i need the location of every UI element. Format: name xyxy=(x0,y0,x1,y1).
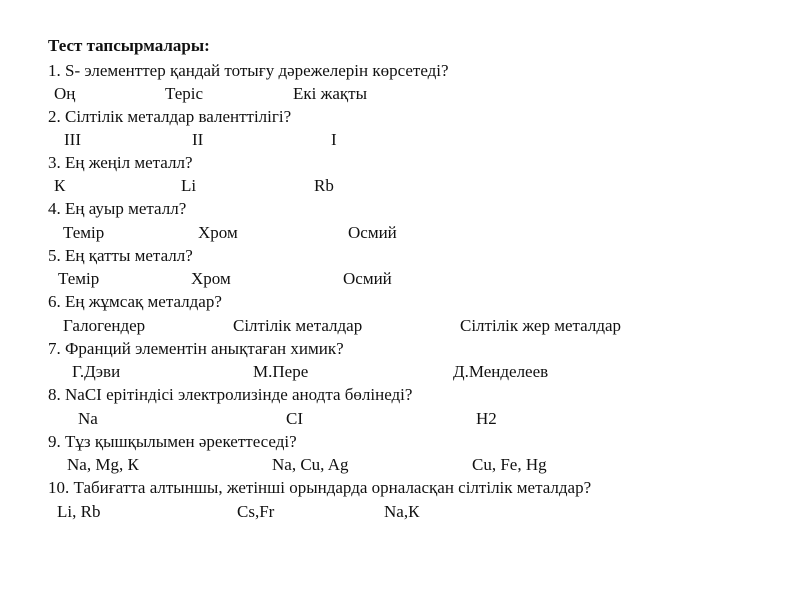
question-6-option-1: Галогендер xyxy=(63,316,146,335)
question-2-text: 2. Сілтілік металдар валенттілігі? xyxy=(48,107,292,126)
question-10-option-3: Na,К xyxy=(384,502,420,521)
question-3-option-2: Li xyxy=(181,176,197,195)
question-6-option-3: Сілтілік жер металдар xyxy=(460,316,622,335)
question-9-option-3: Cu, Fe, Hg xyxy=(472,455,547,474)
question-1-option-2: Теріс xyxy=(165,84,204,103)
question-4-option-1: Темір xyxy=(63,223,105,242)
question-3-text: 3. Ең жеңіл металл? xyxy=(48,153,193,172)
question-7-text: 7. Франций элементін анықтаған химик? xyxy=(48,339,344,358)
question-4-text: 4. Ең ауыр металл? xyxy=(48,199,187,218)
question-3-option-3: Rb xyxy=(314,176,334,195)
question-4-option-2: Хром xyxy=(198,223,238,242)
question-9-option-2: Na, Cu, Ag xyxy=(272,455,349,474)
question-8-option-1: Na xyxy=(78,409,98,428)
question-2-option-1: III xyxy=(64,130,81,149)
question-7-option-3: Д.Менделеев xyxy=(453,362,549,381)
question-5-option-1: Темір xyxy=(58,269,100,288)
question-7-option-2: М.Пере xyxy=(253,362,309,381)
question-3-option-1: К xyxy=(54,176,66,195)
question-6-option-2: Сілтілік металдар xyxy=(233,316,363,335)
question-5-option-3: Осмий xyxy=(343,269,392,288)
question-2-option-3: I xyxy=(331,130,337,149)
question-2-option-2: II xyxy=(192,130,204,149)
question-5-option-2: Хром xyxy=(191,269,231,288)
question-10-option-2: Cs,Fr xyxy=(237,502,275,521)
question-8-option-2: CI xyxy=(286,409,303,428)
question-10-text: 10. Табиғатта алтыншы, жетінші орындарда орналасқан сілтілік металдар? xyxy=(48,478,592,497)
question-1-option-1: Оң xyxy=(54,84,76,103)
question-8-option-3: H2 xyxy=(476,409,497,428)
question-7-option-1: Г.Дэви xyxy=(72,362,121,381)
question-6-text: 6. Ең жұмсақ металдар? xyxy=(48,292,222,311)
question-9-text: 9. Тұз қышқылымен әрекеттеседі? xyxy=(48,432,297,451)
question-9-option-1: Na, Mg, К xyxy=(67,455,139,474)
question-1-option-3: Екі жақты xyxy=(293,84,368,103)
question-5-text: 5. Ең қатты металл? xyxy=(48,246,193,265)
question-4-option-3: Осмий xyxy=(348,223,397,242)
question-10-option-1: Li, Rb xyxy=(57,502,101,521)
page-title: Тест тапсырмалары: xyxy=(48,36,210,55)
question-8-text: 8. NaCI ерітіндісі электролизінде анодта бөлінеді? xyxy=(48,385,413,404)
question-1-text: 1. S- элементтер қандай тотығу дәрежелерін көрсетеді? xyxy=(48,61,449,80)
